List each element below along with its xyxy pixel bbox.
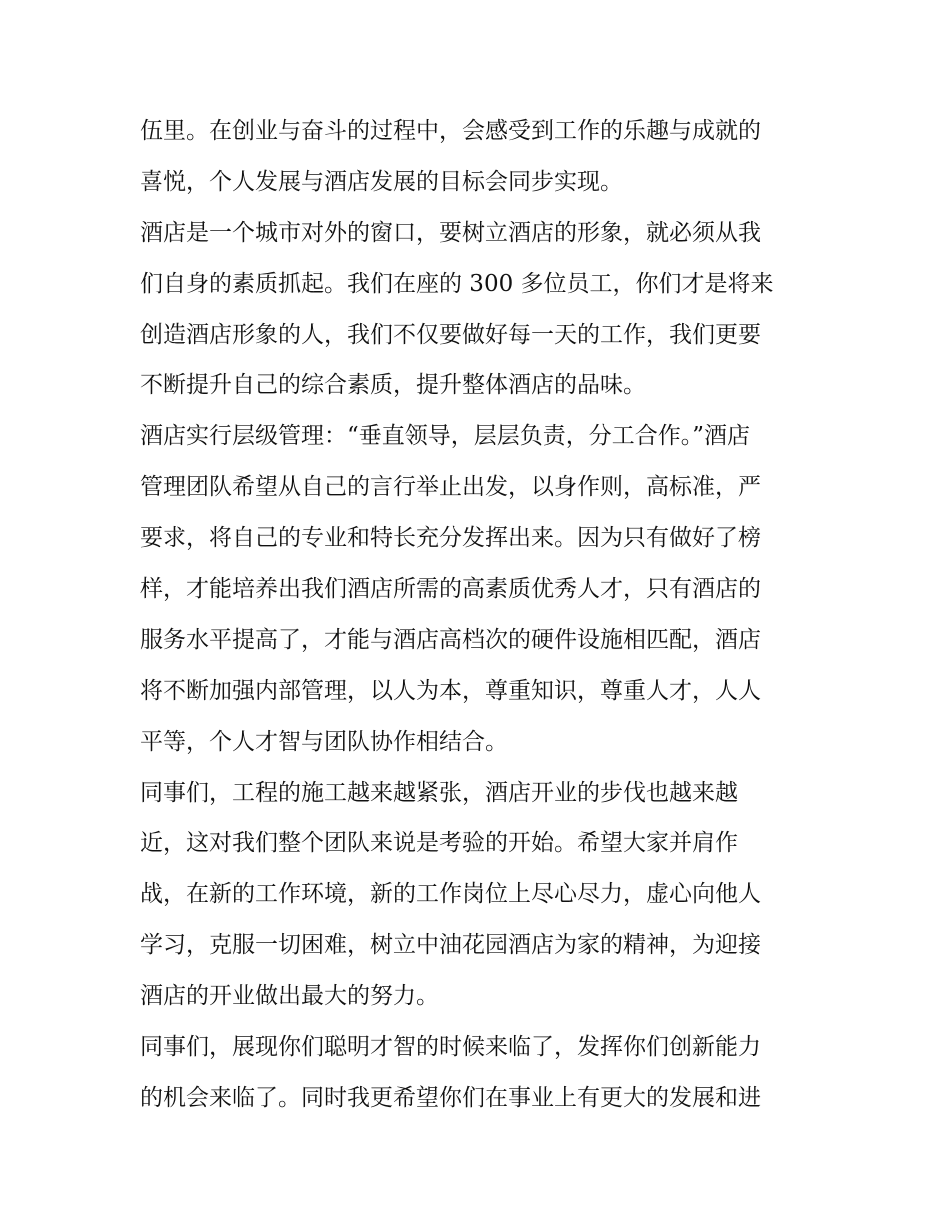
text-line: 样，才能培养出我们酒店所需的高素质优秀人才，只有酒店的 (140, 576, 761, 603)
text-line: 酒店的开业做出最大的努力。 (140, 983, 439, 1010)
text-line: 将不断加强内部管理，以人为本，尊重知识，尊重人才，人人 (140, 677, 761, 704)
text-line: 学习，克服一切困难，树立中油花园酒店为家的精神，为迎接 (140, 932, 761, 959)
document-body-text (140, 106, 820, 1124)
text-line: 同事们，工程的施工越来越紧张，酒店开业的步伐也越来越 (140, 779, 738, 806)
text-line: 喜悦，个人发展与酒店发展的目标会同步实现。 (140, 168, 623, 195)
text-line: 不断提升自己的综合素质，提升整体酒店的品味。 (140, 372, 646, 399)
text-line: 酒店实行层级管理：“垂直领导，层层负责，分工合作。”酒店 (140, 423, 751, 450)
text-line: 管理团队希望从自己的言行举止出发，以身作则，高标准，严 (140, 474, 761, 501)
text-line: 伍里。在创业与奋斗的过程中，会感受到工作的乐趣与成就的 (140, 118, 761, 144)
text-line: 近，这对我们整个团队来说是考验的开始。希望大家并肩作 (140, 830, 738, 857)
text-line: 们自身的素质抓起。我们在座的 300 多位员工，你们才是将来 (140, 270, 774, 297)
text-line: 战，在新的工作环境，新的工作岗位上尽心尽力，虚心向他人 (140, 881, 761, 908)
text-line: 的机会来临了。同时我更希望你们在事业上有更大的发展和进 (140, 1084, 761, 1111)
text-line: 创造酒店形象的人，我们不仅要做好每一天的工作，我们更要 (140, 321, 761, 348)
text-line: 酒店是一个城市对外的窗口，要树立酒店的形象，就必须从我 (140, 219, 761, 246)
text-line: 要求，将自己的专业和特长充分发挥出来。因为只有做好了榜 (140, 525, 761, 552)
text-line: 服务水平提高了，才能与酒店高档次的硬件设施相匹配，酒店 (140, 626, 761, 653)
text-line: 同事们，展现你们聪明才智的时候来临了，发挥你们创新能力 (140, 1034, 761, 1061)
text-line: 平等，个人才智与团队协作相结合。 (140, 728, 508, 755)
